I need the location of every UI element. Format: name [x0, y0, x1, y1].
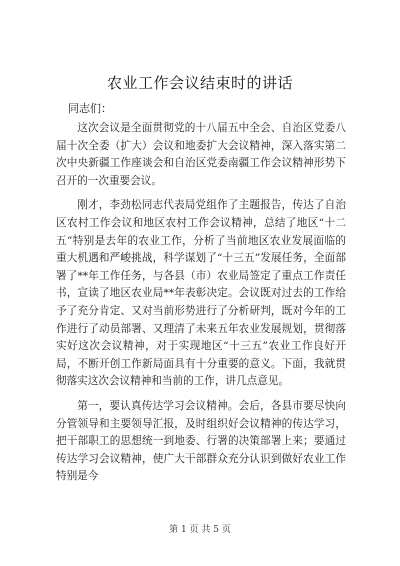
paragraph: 第一，要认真传达学习会议精神。会后，各县市要尽快向分管领导和主要领导汇报，及时组织好会议精神的传达学习，把干部职工的思想统一到地委、行署的决策部署上来；要通过传达学习会议精神，使广大干部群众充分认识到做好农业工作特别是今 [56, 399, 346, 483]
paragraph: 这次会议是全面贯彻党的十八届五中全会、自治区党委八届十次全委（扩大）会议和地委扩大会议精神，深入落实第二次中央新疆工作座谈会和自治区党委南疆工作会议精神形势下召开的一次重要会议。 [56, 122, 346, 187]
document-title: 农业工作会议结束时的讲话 [106, 74, 293, 92]
paragraph: 刚才，李劲松同志代表局党组作了主题报告，传达了自治区农村工作会议和地区农村工作会议精神，总结了地区“十二五”特别是去年的农业工作，分析了当前地区农业发展面临的重大机遇和严峻挑战，科学谋划了“十三五”发展任务，全面部署了**年工作任务，与各县（市）农业局签定了重点工作责任书，宣读了地区农业局**年表彰决定。会议既对过去的工作给予了充分肯定、又对当前形势进行了分析研判，既对今年的工作进行了动员部署、又理清了未来五年农业发展规划，贯彻落实好这次会议精神，对于实现地区“十三五”农业工作良好开局，不断开创工作新局面具有十分重要的意义。下面，我就贯彻落实这次会议精神和当前的工作，讲几点意见。 [56, 199, 346, 388]
page-footer: 第 1 页 共 5 页 [169, 525, 231, 535]
salutation: 同志们： [68, 102, 112, 115]
document-body [56, 120, 346, 493]
